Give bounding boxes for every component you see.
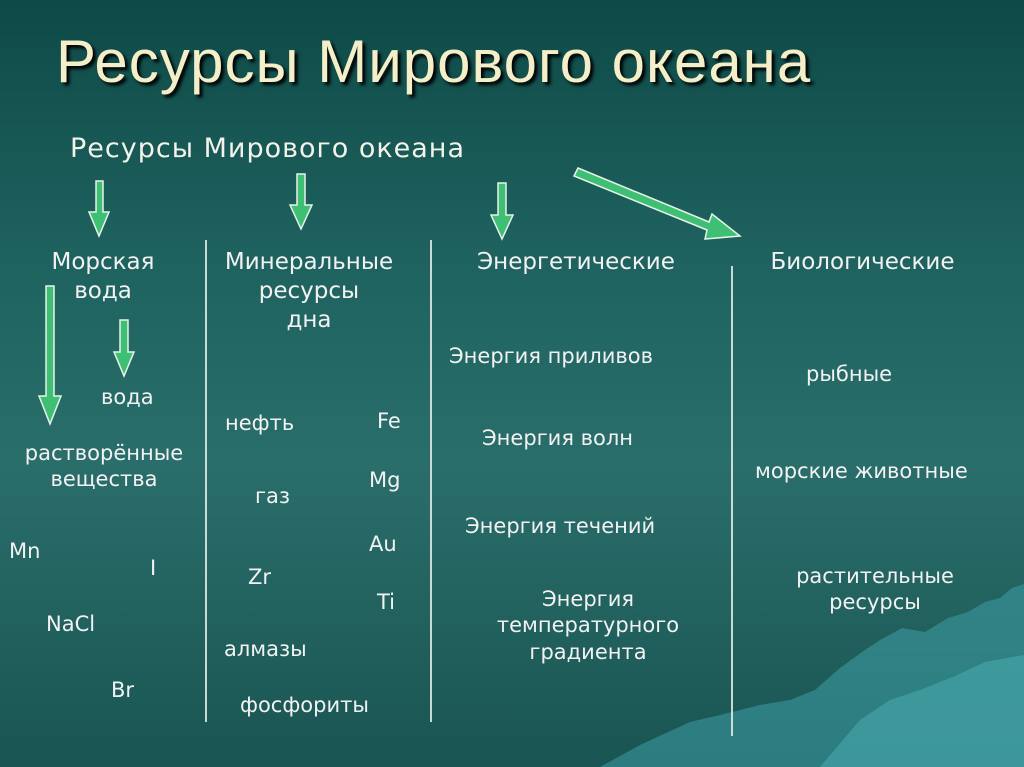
item-thermal-line1: Энергия (542, 587, 634, 611)
item-thermal (468, 586, 708, 665)
item-br: Br (111, 678, 135, 702)
item-currents: Энергия течений (465, 514, 656, 538)
header-sea-water-line1: Морская (51, 249, 155, 275)
header-mineral-line1: Минеральные (224, 249, 394, 275)
item-mg: Mg (369, 468, 401, 492)
item-dissolved-line2: вещества (50, 467, 158, 492)
item-plants-line2: ресурсы (829, 590, 921, 615)
item-animals: морские животные (755, 459, 968, 483)
item-waves: Энергия волн (482, 426, 634, 450)
item-plants-line1: растительные (796, 564, 954, 588)
separator-3 (731, 266, 733, 736)
diagram-root-label: Ресурсы Мирового океана (70, 133, 466, 164)
arrow-to-biological (574, 168, 740, 239)
item-oil: нефть (225, 411, 295, 435)
item-water: вода (101, 385, 154, 409)
item-tides: Энергия приливов (449, 344, 654, 368)
item-i: I (150, 556, 157, 580)
header-energy: Энергетические (477, 249, 675, 275)
arrow-to-water (114, 320, 134, 376)
header-biological: Биологические (770, 249, 955, 275)
item-thermal-line3: градиента (529, 639, 647, 664)
item-diamonds: алмазы (224, 637, 307, 661)
item-phosphorites: фосфориты (240, 693, 369, 717)
arrow-to-sea-water (89, 181, 109, 236)
separator-2 (430, 240, 432, 722)
item-zr: Zr (248, 565, 272, 589)
header-sea-water-line2: вода (74, 277, 132, 304)
item-fe: Fe (377, 409, 401, 433)
item-thermal-line2: температурного (496, 613, 680, 638)
item-dissolved (6, 440, 202, 493)
arrow-to-energy (491, 183, 513, 239)
arrow-to-mineral (290, 174, 312, 229)
item-dissolved-line1: растворённые (24, 441, 184, 465)
item-ti: Ti (377, 590, 396, 614)
header-mineral-line3: дна (286, 306, 332, 333)
item-nacl: NaCl (46, 612, 96, 636)
arrow-to-dissolved (39, 286, 61, 424)
header-mineral-line2: ресурсы (258, 277, 360, 304)
header-sea-water (28, 248, 178, 306)
item-mn: Mn (9, 539, 41, 563)
item-gas: газ (255, 484, 291, 508)
item-fish: рыбные (806, 362, 893, 386)
item-plants (760, 563, 990, 616)
item-au: Au (369, 532, 397, 556)
page-title: Ресурсы Мирового океана (56, 28, 812, 95)
header-mineral (205, 248, 413, 334)
